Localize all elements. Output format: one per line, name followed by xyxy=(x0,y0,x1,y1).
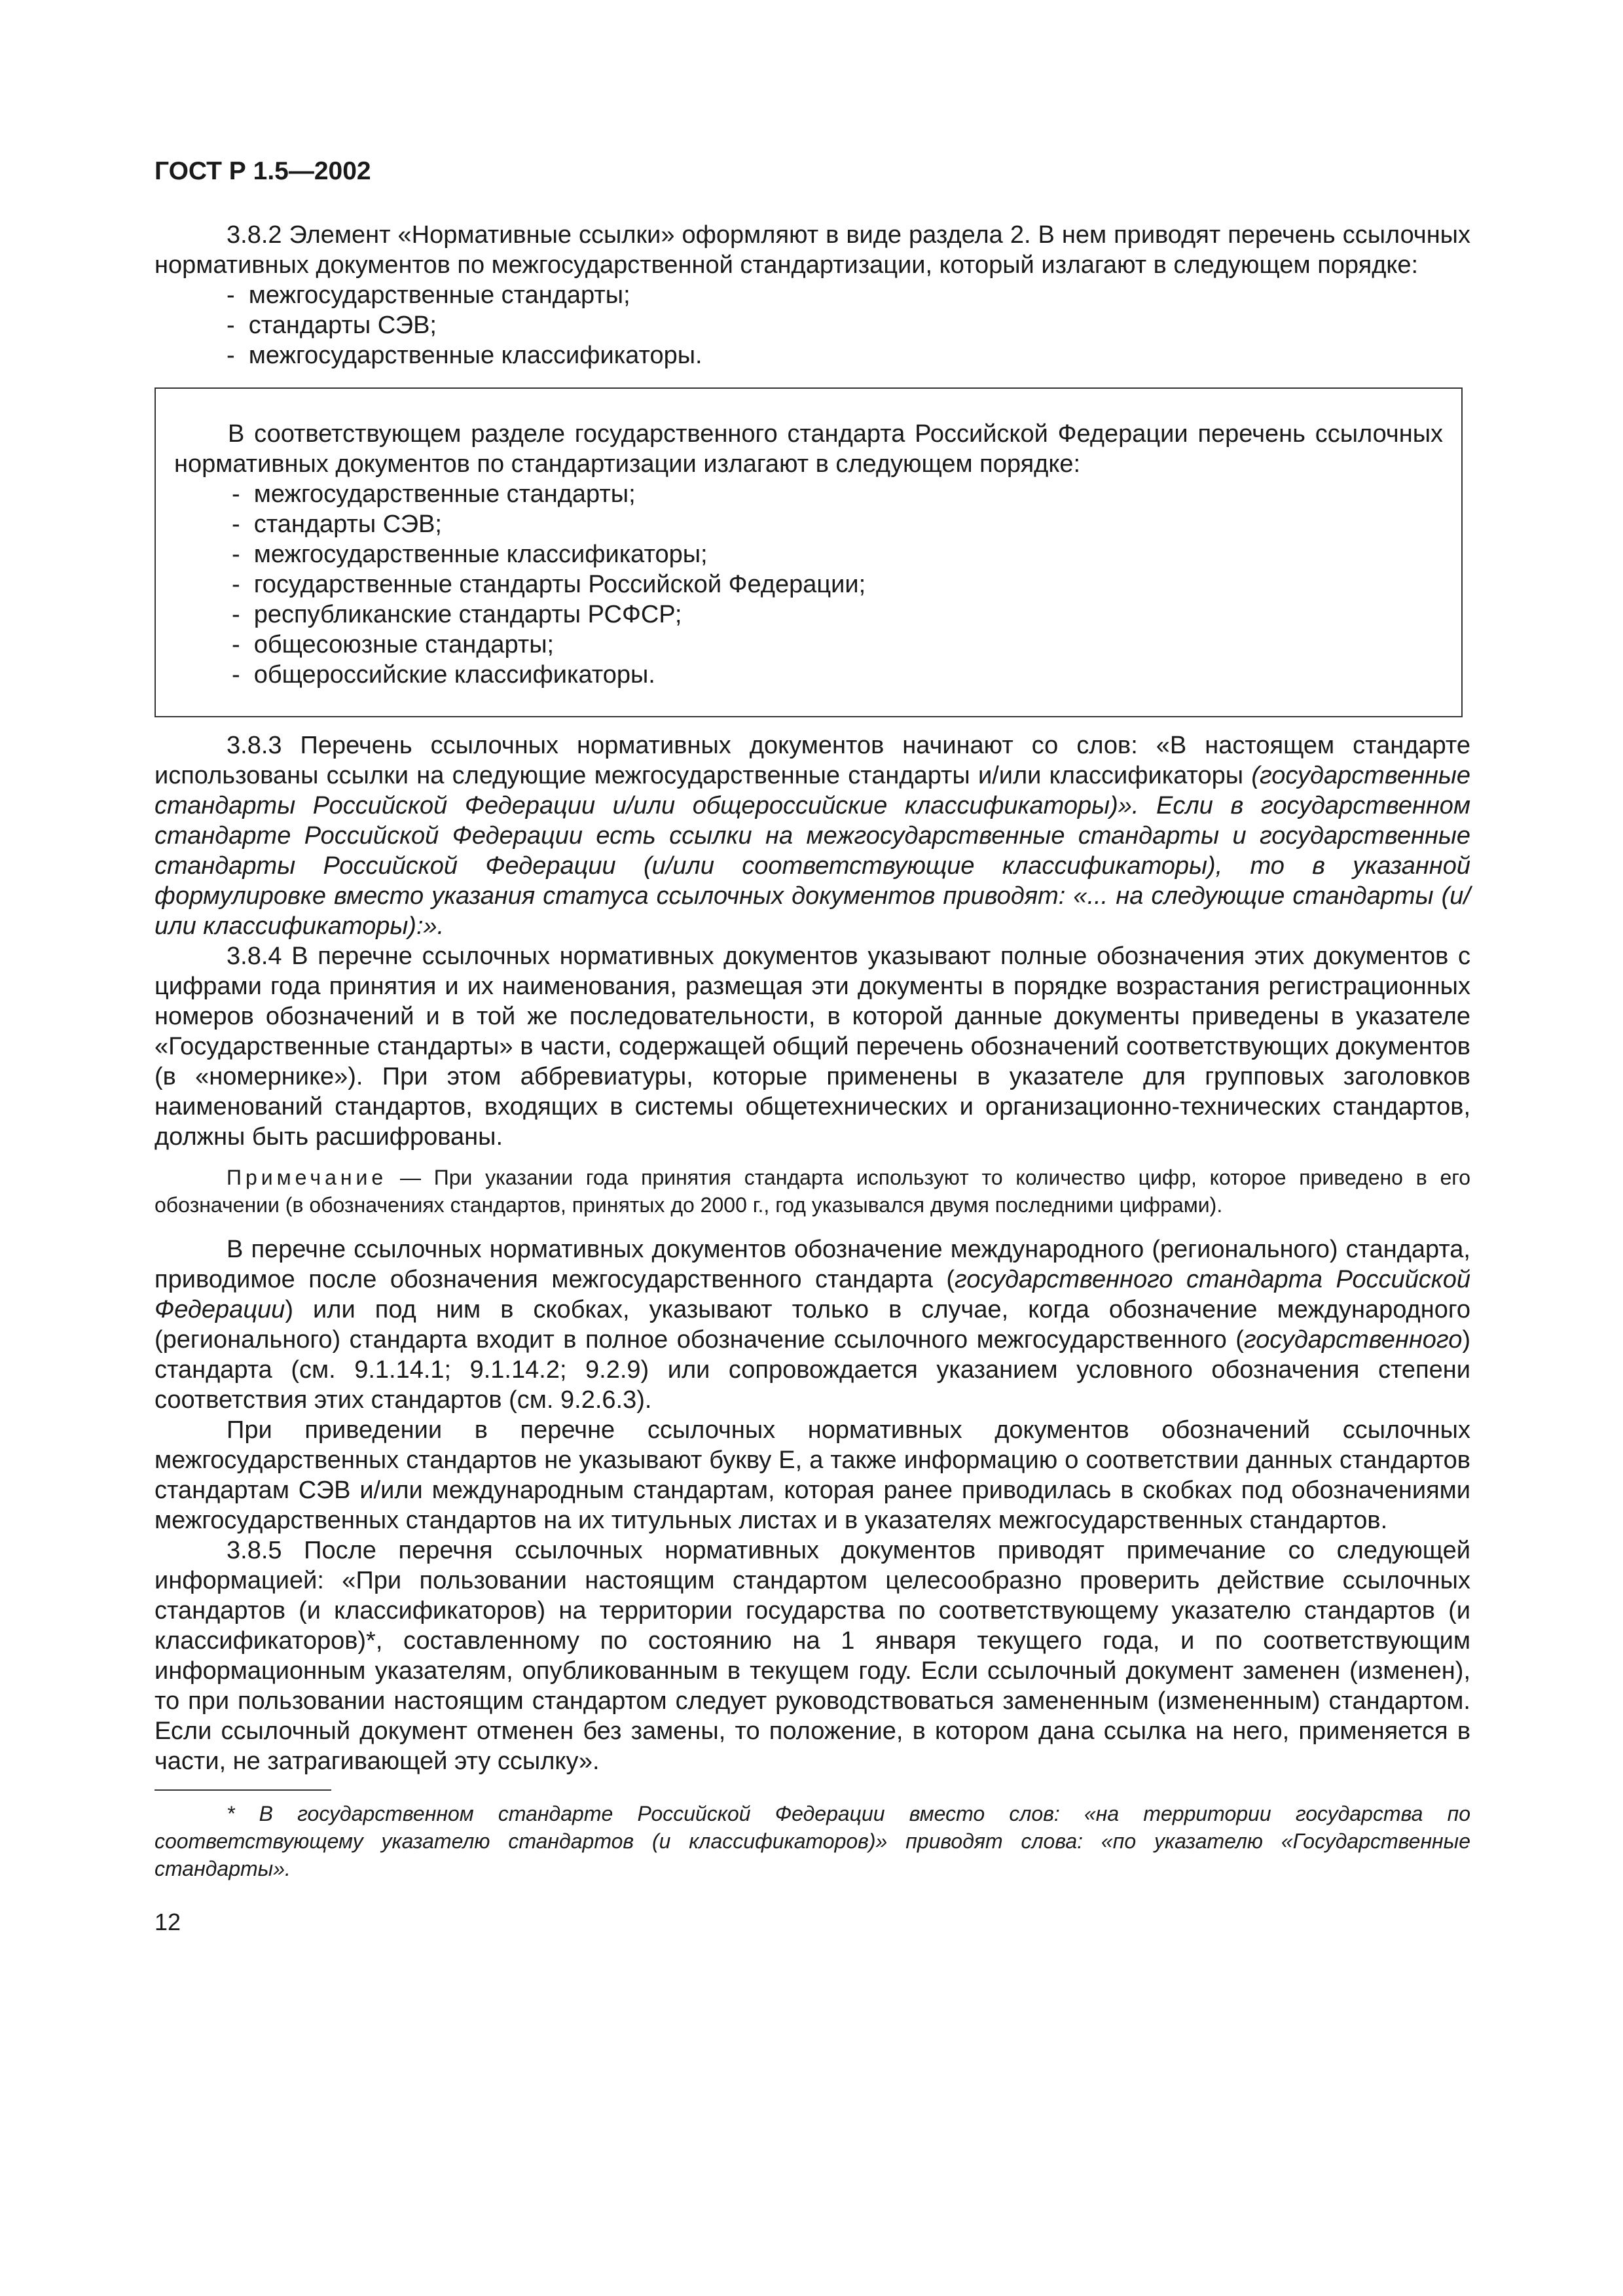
paragraph-text: ) стандарта (см. 9.1.14.1; 9.1.14.2; 9.2.9) или сопровождается указанием условного обозначения степени соответствия этих стандартов (см. 9.2.6.3). xyxy=(155,1326,1470,1414)
section-3-8-2: 3.8.2 Элемент «Нормативные ссылки» оформляют в виде раздела 2. В нем приводят перечень ссылочных нормативных документов по межгосударственной стандартизации, который излагают в следующем порядке: xyxy=(155,221,1470,279)
russian-federation-box xyxy=(155,387,1463,717)
note-label: Примечание xyxy=(227,1166,388,1189)
list-item: - межгосударственные стандарты; xyxy=(227,280,1470,310)
section-3-8-2-list xyxy=(155,280,1470,370)
box-list xyxy=(174,479,1443,690)
list-item: - общероссийские классификаторы. xyxy=(232,660,1443,690)
list-item: - государственные стандарты Российской Федерации; xyxy=(232,569,1443,600)
note-text: — При указании года принятия стандарта используют то количество цифр, которое приведено в его обозначении (в обозначениях стандартов, принятых до 2000 г., год указывался двумя последними цифрами). xyxy=(155,1166,1470,1217)
letter-e-paragraph: При приведении в перечне ссылочных нормативных документов обозначений ссылочных межгосударственных стандартов не указывают букву Е, а также информацию о соответствии данных стандартов стандартам СЭВ и/или международным стандартам, которая ранее приводилась в скобках под обозначениями межгосударственных стандартов на их титульных листах и в указателях межгосударственных стандартов. xyxy=(155,1416,1470,1534)
paragraph-text: ) или под ним в скобках, указывают только в случае, когда обозначение международного (регионального) стандарта входит в полное обозначение ссылочного межгосударственного ( xyxy=(155,1296,1470,1354)
list-item: - межгосударственные классификаторы; xyxy=(232,539,1443,569)
paragraph-text: В перечне ссылочных нормативных документов обозначение международного (регионального) стандарта, приводимое после обозначения межгосударственного стандарта ( xyxy=(155,1236,1470,1293)
list-item: - стандарты СЭВ; xyxy=(227,310,1470,340)
paragraph-italic: государственного стандарта Российской Федерации xyxy=(155,1266,1470,1323)
international-standard-paragraph xyxy=(155,1234,1470,1415)
list-item: - межгосударственные стандарты; xyxy=(232,479,1443,509)
section-3-8-5: 3.8.5 После перечня ссылочных нормативных документов приводят примечание со следующей информацией: «При пользовании настоящим стандартом целесообразно проверить действие ссылочных стандартов (и классификаторов) на территории государства по соответствующему указателю стандартов (и классификаторов)*, составленному по состоянию на 1 января текущего года, и по соответствующим информационным указателям, опубликованным в текущем году. Если ссылочный документ заменен (изменен), то при пользовании настоящим стандартом следует руководствоваться замененным (измененным) стандартом. Если ссылочный документ отменен без замены, то положение, в котором дана ссылка на него, применяется в части, не затрагивающей эту ссылку». xyxy=(155,1537,1470,1775)
list-item: - общесоюзные стандарты; xyxy=(232,630,1443,660)
note xyxy=(155,1164,1470,1219)
document-header: ГОСТ Р 1.5—2002 xyxy=(155,157,371,185)
paragraph-italic: государственного xyxy=(1243,1326,1463,1354)
page-number: 12 xyxy=(155,1909,181,1935)
document-page xyxy=(155,157,1470,1936)
list-item: - стандарты СЭВ; xyxy=(232,509,1443,539)
box-intro: В соответствующем разделе государственного стандарта Российской Федерации перечень ссылочных нормативных документов по стандартизации излагают в следующем порядке: xyxy=(174,420,1443,478)
section-3-8-3-text: 3.8.3 Перечень ссылочных нормативных документов начинают со слов: «В настоящем стандарте использованы ссылки на следующие межгосударственные стандарты и/или классификаторы xyxy=(155,732,1470,789)
section-3-8-3-italic: (государственные стандарты Российской Федерации и/или общероссийские классификаторы)». Если в государственном стандарте Российской Федерации есть ссылки на межгосударственные стандарты и государственные стандарты Российской Федерации (и/или соответствующие классификаторы), то в указанной формулировке вместо указания статуса ссылочных документов приводят: «... на следующие стандарты (и/или классификаторы):». xyxy=(155,762,1470,940)
list-item: - межгосударственные классификаторы. xyxy=(227,340,1470,370)
list-item: - республиканские стандарты РСФСР; xyxy=(232,600,1443,630)
section-3-8-3 xyxy=(155,730,1470,941)
footnote: * В государственном стандарте Российской Федерации вместо слов: «на территории государства по соответствующему указателю стандартов (и классификаторов)» приводят слова: «по указателю «Государственные стандарты». xyxy=(155,1802,1470,1880)
footnote-divider xyxy=(155,1789,331,1791)
section-3-8-4: 3.8.4 В перечне ссылочных нормативных документов указывают полные обозначения этих документов с цифрами года принятия и их наименования, размещая эти документы в порядке возрастания регистрационных номеров обозначений и в той же последовательности, в которой данные документы приведены в указателе «Государственные стандарты» в части, содержащей общий перечень обозначений соответствующих документов (в «номернике»). При этом аббревиатуры, которые применены в указателе для групповых заголовков наименований стандартов, входящих в системы общетехнических и организационно-технических стандартов, должны быть расшифрованы. xyxy=(155,942,1470,1151)
